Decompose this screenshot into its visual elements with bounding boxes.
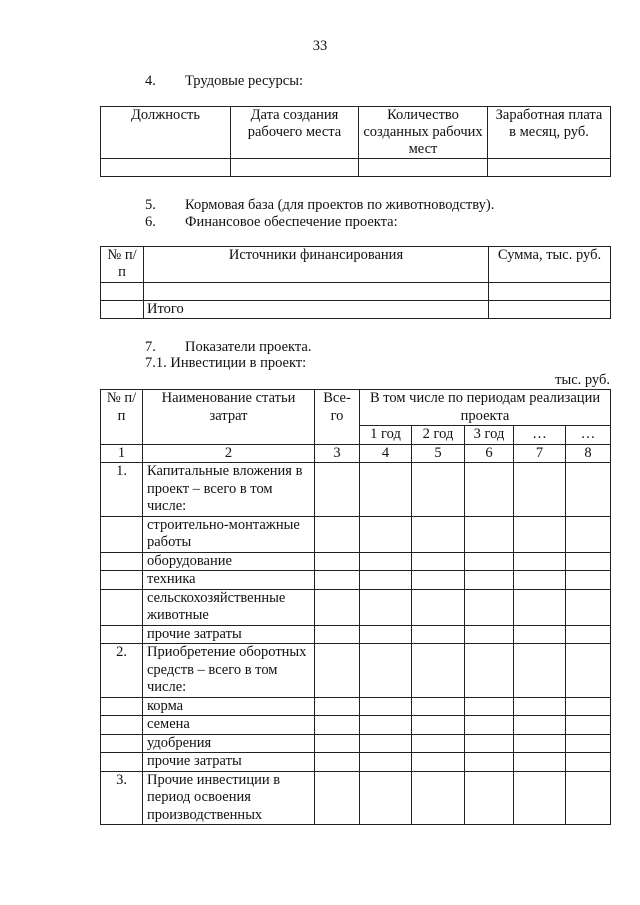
section-7-heading: [145, 339, 311, 356]
section-title: Показатели проекта.: [185, 339, 312, 355]
cell: [101, 301, 144, 319]
cell: [359, 159, 488, 177]
section-title: Трудовые ресурсы:: [185, 73, 303, 89]
cell: [101, 159, 231, 177]
row-number: [101, 516, 143, 552]
row-number: 1.: [101, 463, 143, 517]
section-number: 6.: [145, 214, 156, 230]
row-name: сельскохозяйственные животные: [143, 589, 315, 625]
row-name: прочие затраты: [143, 625, 315, 644]
row-number: 2.: [101, 644, 143, 698]
row-name: удобрения: [143, 734, 315, 753]
row-name: Приобретение оборотных средств – всего в том числе:: [143, 644, 315, 698]
cell: [488, 159, 611, 177]
row-name: корма: [143, 697, 315, 716]
table-row: [101, 697, 611, 716]
section-5-heading: [145, 197, 494, 214]
header-number: № п/п: [101, 247, 144, 283]
row-number: [101, 625, 143, 644]
row-name: прочие затраты: [143, 753, 315, 772]
header-period-2: 2 год: [412, 426, 465, 445]
table-row: [101, 734, 611, 753]
header-item-name: Наименование статьи затрат: [143, 390, 315, 445]
section-4-heading: [145, 73, 303, 90]
row-name: строительно-монтажные работы: [143, 516, 315, 552]
row-number: [101, 552, 143, 571]
cell: [231, 159, 359, 177]
table-row: [101, 552, 611, 571]
row-number: [101, 571, 143, 590]
labor-table: [100, 106, 611, 177]
header-jobs-count: Количество созданных рабочих мест: [359, 107, 488, 159]
row-number: [101, 734, 143, 753]
section-6-heading: [145, 214, 398, 231]
section-title: Финансовое обеспечение проекта:: [185, 214, 398, 230]
header-period-4: …: [514, 426, 566, 445]
section-number: 4.: [145, 73, 156, 89]
header-period-5: …: [566, 426, 611, 445]
header-position: Должность: [101, 107, 231, 159]
section-number: 7.: [145, 339, 156, 355]
section-title: Кормовая база (для проектов по животноводству).: [185, 197, 495, 213]
section-number: 5.: [145, 197, 156, 213]
table-row: [101, 644, 611, 698]
row-number: [101, 697, 143, 716]
table-row: [101, 771, 611, 825]
investment-table: [100, 389, 611, 825]
row-name: Капитальные вложения в проект – всего в том числе:: [143, 463, 315, 517]
row-number: [101, 589, 143, 625]
cell: [101, 283, 144, 301]
column-number: 2: [143, 444, 315, 463]
page-number: 33: [312, 38, 328, 54]
section-7-1-heading: 7.1. Инвестиции в проект:: [145, 355, 307, 371]
row-name: семена: [143, 716, 315, 735]
header-number: № п/п: [101, 390, 143, 445]
table-row: [101, 516, 611, 552]
column-number: 7: [514, 444, 566, 463]
column-number: 6: [465, 444, 514, 463]
finance-table: [100, 246, 611, 319]
cell: [489, 301, 611, 319]
header-periods: В том числе по периодам реализации проекта: [360, 390, 611, 426]
header-sources: Источники финансирования: [144, 247, 489, 283]
header-total: Все-го: [315, 390, 360, 445]
table-row: [101, 463, 611, 517]
header-date-created: Дата создания рабочего места: [231, 107, 359, 159]
column-number: 5: [412, 444, 465, 463]
column-number: 3: [315, 444, 360, 463]
units-label: тыс. руб.: [555, 372, 610, 388]
header-period-3: 3 год: [465, 426, 514, 445]
total-label: Итого: [144, 301, 489, 319]
table-row: [101, 753, 611, 772]
header-sum: Сумма, тыс. руб.: [489, 247, 611, 283]
row-number: [101, 753, 143, 772]
row-name: техника: [143, 571, 315, 590]
row-name: оборудование: [143, 552, 315, 571]
table-row: [101, 589, 611, 625]
header-period-1: 1 год: [360, 426, 412, 445]
row-number: [101, 716, 143, 735]
table-row: [101, 571, 611, 590]
column-number: 1: [101, 444, 143, 463]
table-row: [101, 625, 611, 644]
column-number: 8: [566, 444, 611, 463]
row-name: Прочие инвестиции в период освоения производственных: [143, 771, 315, 825]
table-row: [101, 716, 611, 735]
row-number: 3.: [101, 771, 143, 825]
cell: [144, 283, 489, 301]
cell: [489, 283, 611, 301]
header-salary: Заработная плата в месяц, руб.: [488, 107, 611, 159]
column-number: 4: [360, 444, 412, 463]
